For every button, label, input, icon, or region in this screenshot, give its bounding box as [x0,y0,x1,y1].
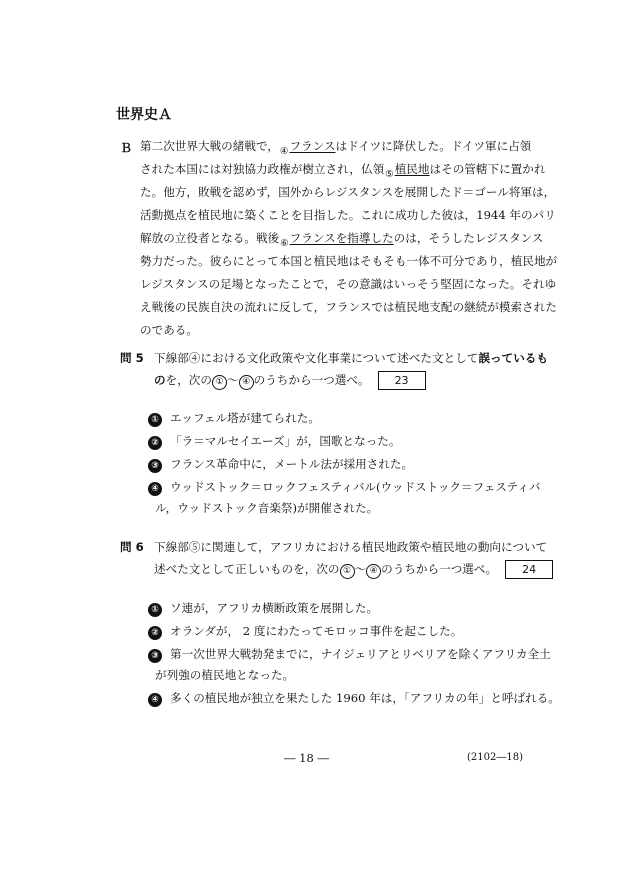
underlined-term-5: 植民地 [394,162,430,176]
question-label: 問 5 [120,351,144,365]
option-text: 「ラ＝マルセイエーズ」が，国歌となった。 [170,434,401,448]
text: はその管轄下に置かれ [429,162,546,176]
passage-line-7: レジスタンスの足場となったことで，その意識はいっそう堅固になった。それゆ [140,277,557,291]
passage-line-4: 活動拠点を植民地に築くことを目指した。これに成功した彼は，1944 年のパリ [140,208,556,222]
choice-badge-1: ① [212,375,227,390]
option-text: オランダが， 2 度にわたってモロッコ事件を起こした。 [170,624,463,638]
option-text: フランス革命中に，メートル法が採用された。 [170,457,414,471]
q5-option-1[interactable] [148,410,320,427]
text: 第二次世界大戦の緒戦で， [140,139,279,153]
option-text: 第一次世界大戦勃発までに，ナイジェリアとリベリアを除くアフリカ全土 [170,647,551,661]
passage-line-1 [140,138,532,157]
option-text: エッフェル塔が建てられた。 [170,411,320,425]
underlined-term-4: フランス [289,139,336,153]
passage-line-5 [140,230,544,249]
q5-option-3[interactable] [148,456,413,473]
passage-line-6: 勢力だった。彼らにとって本国と植民地はそもそも一体不可分であり，植民地が [140,254,558,268]
text: 述べた文として正しいものを，次の [154,562,340,576]
option-text: ソ連が，アフリカ横断政策を展開した。 [170,601,379,615]
question-5-line-1 [154,350,548,366]
text: ～ [227,373,239,387]
question-label: 問 6 [120,540,144,554]
question-5-line-2 [154,371,426,390]
q6-option-1[interactable] [148,600,378,617]
option-number-badge: ① [148,413,162,427]
underline-marker-5: ⑤ [385,169,394,180]
text: ～ [354,562,367,576]
option-number-badge: ② [148,626,162,640]
q5-option-4-continued: ル，ウッドストック音楽祭)が開催された。 [155,501,379,515]
emphasis-text: 誤っているも [478,351,548,365]
underlined-term-6: フランスを指導した [289,231,394,245]
choice-badge-4: ④ [366,564,381,579]
passage-line-8: え戦後の民族自決の流れに反して，フランスでは植民地支配の継続が模索された [140,300,557,314]
underline-marker-4: ④ [279,146,289,157]
option-number-badge: ② [148,436,162,450]
text: 解放の立役者となる。戦後 [140,231,280,245]
text: された本国には対独協力政権が樹立され，仏領 [140,162,385,176]
text: 下線部④における文化政策や文化事業について述べた文として [154,351,479,365]
option-number-badge: ③ [148,459,162,473]
underline-marker-6: ⑥ [280,238,289,249]
text: のは，そうしたレジスタンス [393,231,544,245]
choice-badge-4: ④ [239,375,254,390]
passage-line-3: た。他方，敗戦を認めず，国外からレジスタンスを展開したド＝ゴール将軍は， [140,185,556,199]
option-number-badge: ④ [148,482,162,496]
option-number-badge: ④ [148,693,162,707]
text: はドイツに降伏した。ドイツ軍に占領 [335,139,532,153]
question-6-line-2 [154,560,553,579]
q5-option-2[interactable] [148,433,401,450]
passage-label: Ｂ [120,141,133,155]
q6-option-2[interactable] [148,623,462,640]
q6-option-3-continued: が列強の植民地となった。 [155,668,295,682]
q6-option-3[interactable] [148,646,551,663]
option-number-badge: ① [148,603,162,617]
answer-box[interactable]: 24 [505,560,553,579]
passage-line-2 [140,161,546,180]
text: のうちから一つ選べ。 [381,562,498,576]
choice-badge-1: ① [340,564,355,579]
page-number: ― 18 ― [284,751,329,765]
passage-line-9: のである。 [140,323,198,337]
section-title: 世界史Ａ [116,107,172,123]
emphasis-text: の [154,373,166,387]
text: のうちから一つ選べ。 [253,373,370,387]
q6-option-4[interactable] [148,690,560,707]
page-code: (2102―18) [467,752,523,763]
option-text: ウッドストック＝ロックフェスティバル(ウッドストック＝フェスティバ [170,480,541,494]
answer-box[interactable]: 23 [378,371,426,390]
option-number-badge: ③ [148,649,162,663]
question-6-line-1: 下線部⑤に関連して，アフリカにおける植民地政策や植民地の動向について [154,540,548,554]
q5-option-4[interactable] [148,479,540,496]
option-text: 多くの植民地が独立を果たした 1960 年は，「アフリカの年」と呼ばれる。 [170,691,560,705]
text: を，次の [165,373,212,387]
